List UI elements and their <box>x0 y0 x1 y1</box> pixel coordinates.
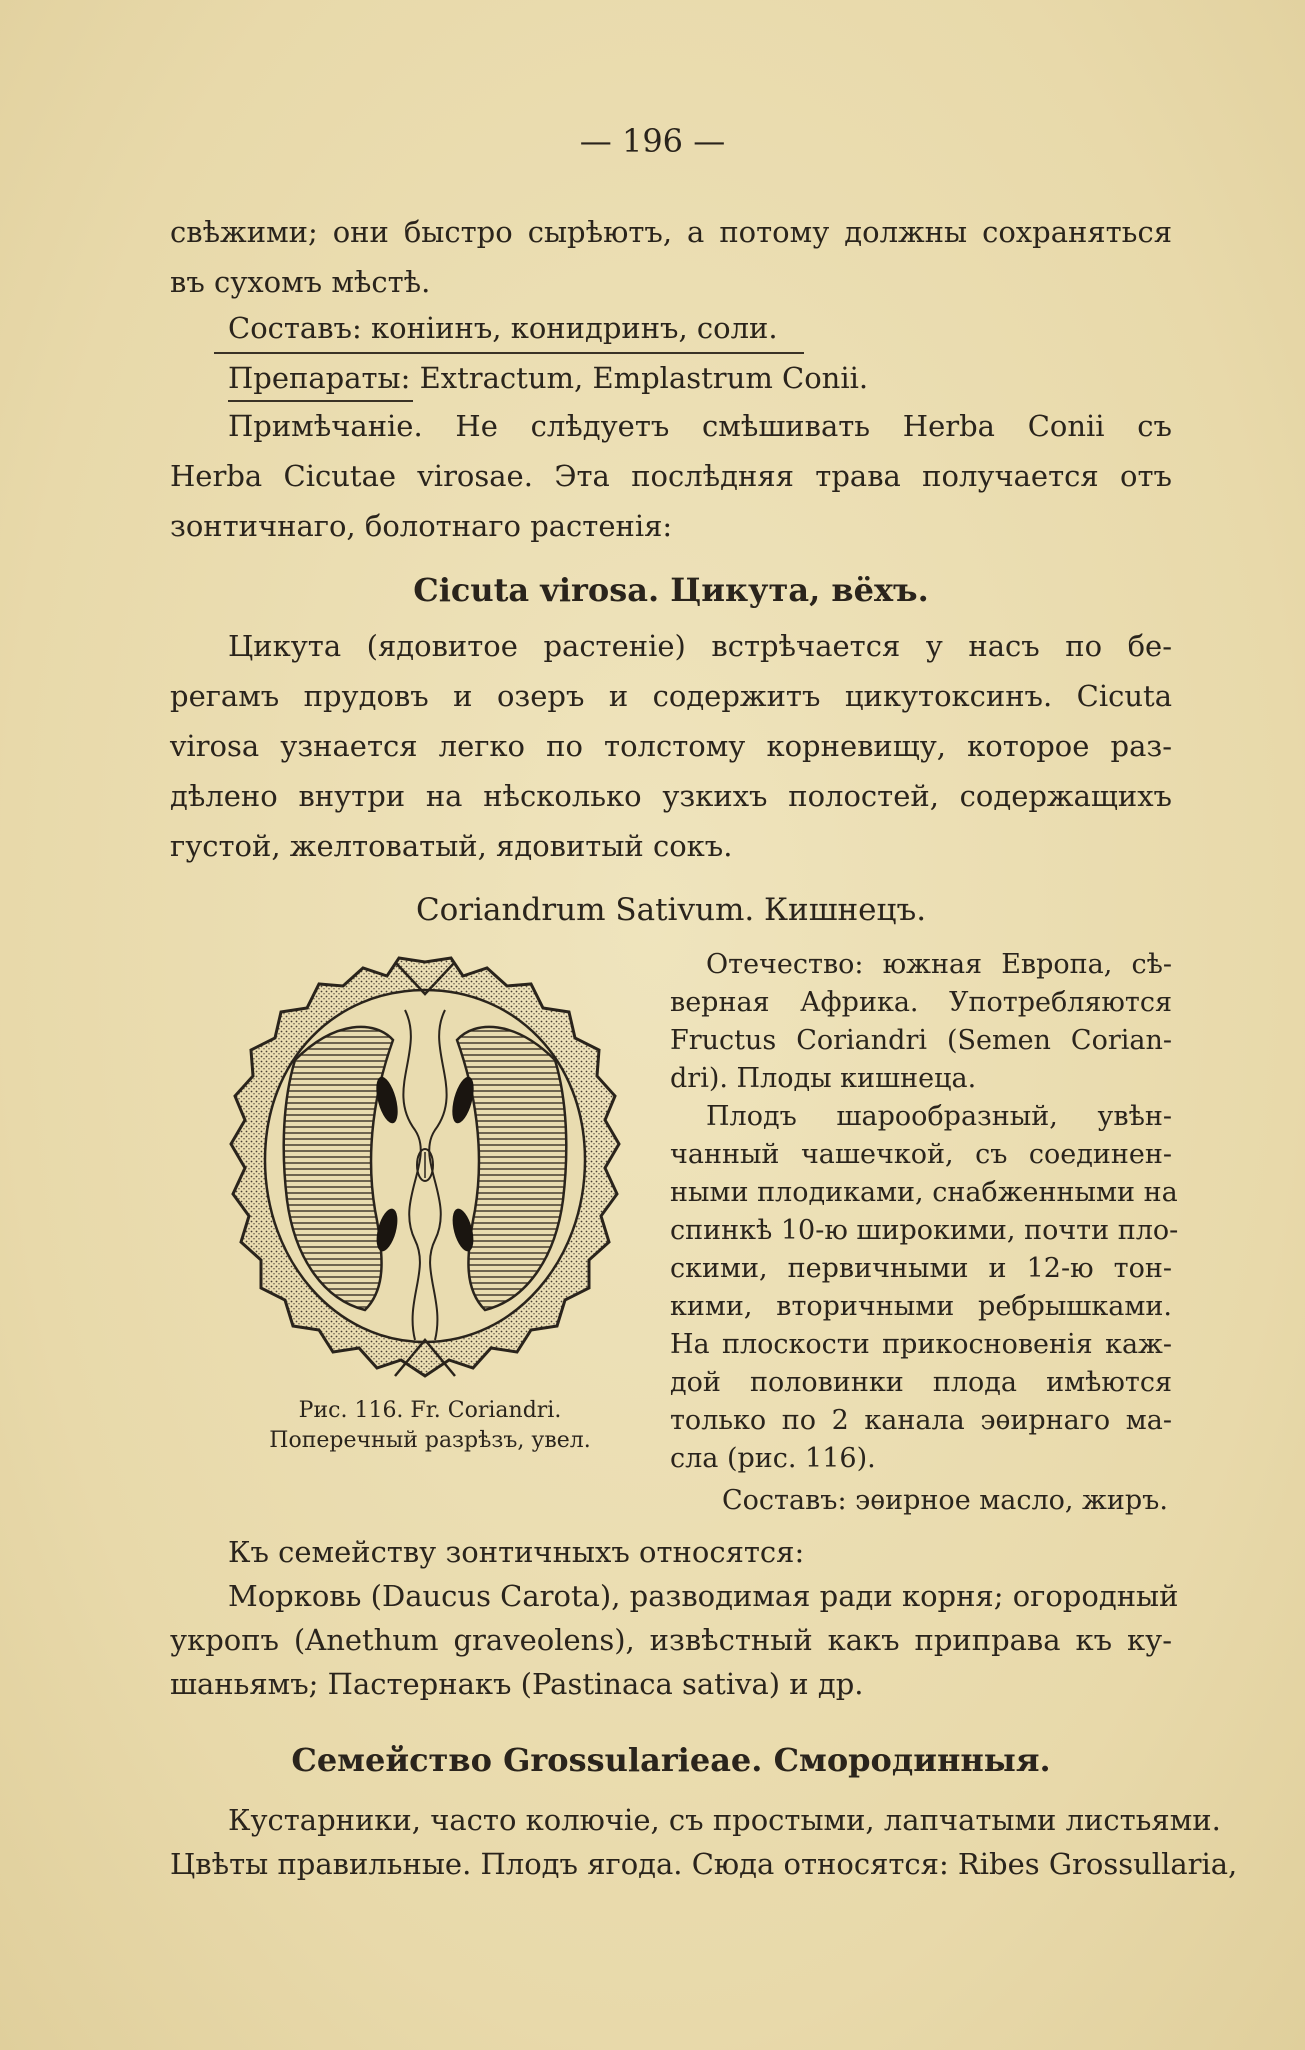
heading-grossularieae: Семейство Grossularieae. Смородинныя. <box>291 1741 1051 1779</box>
coriandrum-line: верная Африка. Употребляются <box>670 987 1172 1018</box>
family-line: шаньямъ; Пастернакъ (Pastinaca sativa) и др. <box>170 1667 864 1701</box>
coriandrum-line: чанный чашечкой, съ соединен- <box>670 1139 1172 1170</box>
coriandrum-line: Отечество: южная Европа, сѣ- <box>706 949 1172 980</box>
pencil-underline <box>228 400 413 402</box>
cicuta-line: Цикута (ядовитое растеніе) встрѣчается у насъ по бе- <box>228 629 1172 663</box>
note-line: Herba Cicutae virosae. Эта послѣдняя трава получается отъ <box>170 459 1172 493</box>
coriandrum-line: только по 2 канала эѳирнаго ма- <box>670 1405 1172 1436</box>
figure-caption: Поперечный разрѣзъ, увел. <box>269 1428 591 1453</box>
coriandrum-line: сла (рис. 116). <box>670 1443 876 1474</box>
family-line: Морковь (Daucus Carota), разводимая ради корня; огородный <box>228 1579 1179 1613</box>
grossularieae-line: Цвѣты правильные. Плодъ ягода. Сюда относятся: Ribes Grossullaria, <box>170 1847 1238 1881</box>
cicuta-line: густой, желтоватый, ядовитый сокъ. <box>170 829 733 863</box>
cicuta-line: регамъ прудовъ и озеръ и содержитъ цикутоксинъ. Cicuta <box>170 679 1172 713</box>
note-line: зонтичнаго, болотнаго растенія: <box>170 509 673 543</box>
coriandrum-line: дой половинки плода имѣются <box>670 1367 1172 1398</box>
coriandrum-line: спинкѣ 10-ю широкими, почти пло- <box>670 1215 1179 1246</box>
cicuta-line: virosa узнается легко по толстому корневищу, которое раз- <box>170 729 1172 763</box>
heading-coriandrum: Coriandrum Sativum. Кишнецъ. <box>415 892 927 928</box>
composition-line: Составъ: коніинъ, конидринъ, соли. <box>228 311 778 345</box>
page-number: — 196 — <box>579 122 726 160</box>
text-line: въ сухомъ мѣстѣ. <box>170 265 431 299</box>
coriandrum-line: dri). Плоды кишнеца. <box>670 1063 977 1094</box>
coriandrum-line: кими, вторичными ребрышками. <box>670 1291 1172 1322</box>
coriandrum-composition: Составъ: эѳирное масло, жиръ. <box>722 1485 1168 1516</box>
coriandrum-line: ными плодиками, снабженными на <box>670 1177 1178 1208</box>
note-line: Примѣчаніе. Не слѣдуетъ смѣшивать Herba Conii съ <box>228 409 1172 443</box>
heading-cicuta: Cicuta virosa. Цикута, вёхъ. <box>413 571 929 609</box>
preparations-line: Препараты: Extractum, Emplastrum Conii. <box>228 361 869 395</box>
family-line: укропъ (Anethum graveolens), извѣстный какъ приправа къ ку- <box>170 1623 1172 1657</box>
pencil-underline <box>214 352 804 354</box>
coriandrum-line: Fructus Coriandri (Semen Corian- <box>670 1025 1172 1056</box>
coriandrum-line: скими, первичными и 12-ю тон- <box>670 1253 1172 1284</box>
coriandrum-line: Плодъ шарообразный, увѣн- <box>706 1101 1172 1132</box>
grossularieae-line: Кустарники, часто колючіе, съ простыми, лапчатыми листьями. <box>228 1803 1221 1837</box>
figure-caption: Рис. 116. Fr. Coriandri. <box>298 1398 562 1423</box>
coriander-cross-section-figure <box>225 950 625 1390</box>
family-line: Къ семейству зонтичныхъ относятся: <box>228 1535 805 1569</box>
coriandrum-line: На плоскости прикосновенія каж- <box>670 1329 1172 1360</box>
text-line: свѣжими; они быстро сырѣютъ, а потому должны сохраняться <box>170 215 1172 249</box>
cicuta-line: дѣлено внутри на нѣсколько узкихъ полостей, содержащихъ <box>170 779 1172 813</box>
